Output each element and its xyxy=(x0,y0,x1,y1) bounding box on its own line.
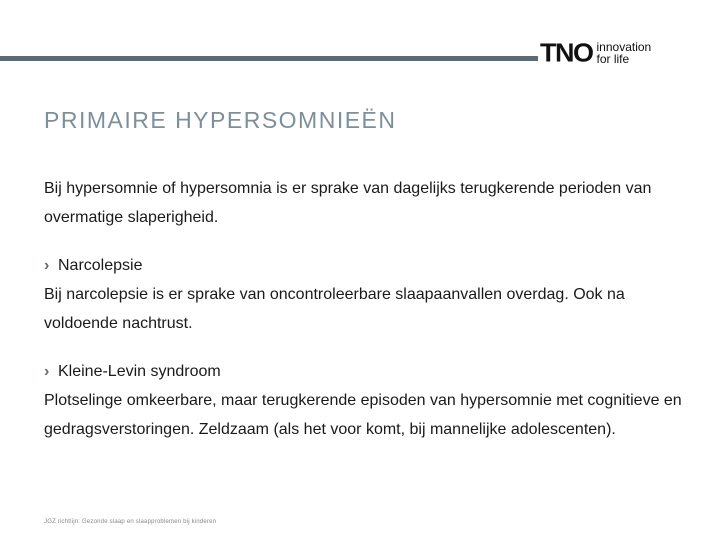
section-narcolepsie xyxy=(44,251,684,338)
logo-tagline-line1: innovation xyxy=(596,40,652,54)
slide-content xyxy=(44,174,684,463)
chevron-right-icon: › xyxy=(44,257,50,274)
slide-title: PRIMAIRE HYPERSOMNIEËN xyxy=(44,107,397,133)
logo-tagline-line2: for life xyxy=(596,52,630,66)
section-heading: Narcolepsie xyxy=(58,257,143,274)
logo-tagline xyxy=(597,41,652,65)
chevron-right-icon: › xyxy=(44,363,50,380)
section-heading: Kleine-Levin syndroom xyxy=(58,363,221,380)
section-body: Bij narcolepsie is er sprake van oncontroleerbare slaapaanvallen overdag. Ook na voldoende nachtrust. xyxy=(44,286,625,332)
intro-paragraph: Bij hypersomnie of hypersomnia is er sprake van dagelijks terugkerende perioden van overmatige slaperigheid. xyxy=(44,180,652,226)
section-kleine-levin xyxy=(44,357,684,444)
section-body: Plotselinge omkeerbare, maar terugkerende episoden van hypersomnie met cognitieve en gedragsverstoringen. Zeldzaam (als het voor komt, bij mannelijke adolescenten). xyxy=(44,392,682,438)
tno-logo xyxy=(540,40,680,66)
logo-mark: TNO xyxy=(540,38,593,68)
footer-source: JGZ richtlijn: Gezonde slaap en slaapproblemen bij kinderen xyxy=(44,519,217,525)
bullet-heading xyxy=(44,357,684,386)
header-divider-bar xyxy=(0,56,538,61)
bullet-heading xyxy=(44,251,684,280)
